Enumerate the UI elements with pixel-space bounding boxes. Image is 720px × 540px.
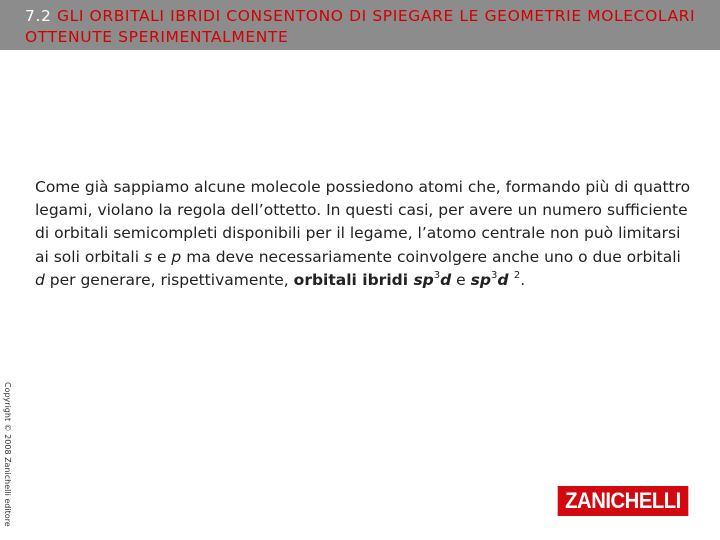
conjunction: e [451,270,471,289]
hybrid-orbitals-term: orbitali ibridi [293,270,414,289]
sp3d-d: d [440,270,452,289]
sp3d2-exponent: 3 [490,269,498,281]
sp3d2-exponent-2: 2 [513,269,521,281]
publisher-logo: ZANICHELLI [558,486,689,516]
paragraph-text: Come già sappiamo alcune molecole possiedono atomi che, formando più di quattro legami, violano la regola dell’ottetto. In questi casi, per avere un numero sufficiente di orbitali semicompleti disponibili per il legame, l’atomo centrale non può limitarsi ai soli orbitali [35,178,691,266]
orbital-d: d [35,270,45,289]
sp3d-exponent: 3 [433,269,441,281]
orbital-p: p [171,247,182,266]
copyright-container [3,382,22,527]
title-text: GLI ORBITALI IBRIDI CONSENTONO DI SPIEGARE LE GEOMETRIE MOLECOLARI OTTENUTE SPERIMENTALMENTE [25,7,696,46]
slide-title [25,6,705,48]
paragraph-text: ma deve necessariamente coinvolgere anche uno o due orbitali [181,247,681,266]
sp3d2-base: sp [470,270,491,289]
sp3d-base: sp [413,270,434,289]
section-number: 7.2 [25,7,52,25]
orbital-s: s [143,247,153,266]
copyright-notice: Copyright © 2008 Zanichelli editore [3,382,12,527]
body-paragraph [35,176,695,292]
header-bar [0,0,720,50]
sp3d2-d: d [497,270,514,289]
period: . [520,270,526,289]
conjunction: e [152,247,172,266]
paragraph-text: per generare, rispettivamente, [44,270,294,289]
